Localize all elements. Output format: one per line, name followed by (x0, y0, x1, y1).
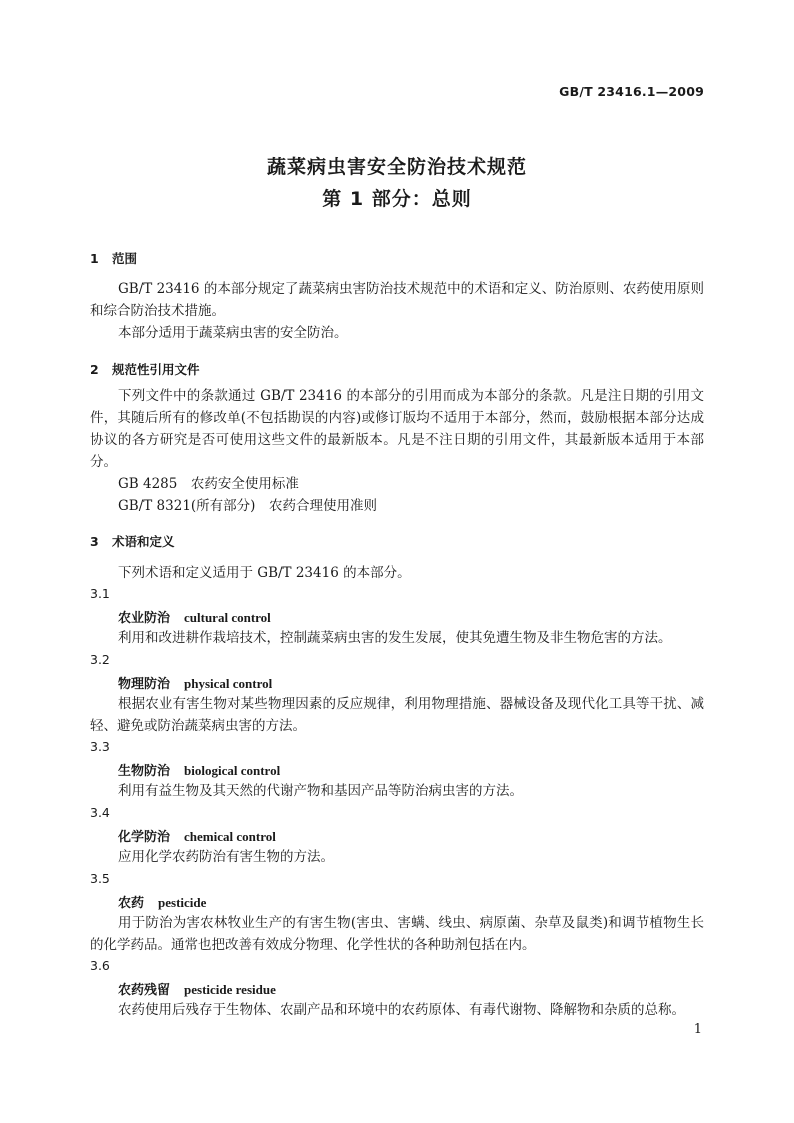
paragraph: 本部分适用于蔬菜病虫害的安全防治。 (118, 325, 348, 341)
paragraph: 利用有益生物及其天然的代谢产物和基因产品等防治病虫害的方法。 (118, 783, 523, 799)
section-heading-normative-references (90, 360, 200, 378)
term-chinese: 物理防治 (118, 677, 171, 692)
scope-body (90, 278, 704, 344)
term-english: pesticide (158, 895, 207, 910)
term-chinese: 生物防治 (118, 764, 171, 779)
term-english: chemical control (184, 829, 276, 844)
term-number: 3.3 (90, 739, 110, 754)
paragraph: 应用化学农药防治有害生物的方法。 (118, 849, 334, 865)
term-heading (118, 826, 276, 845)
references-body (90, 385, 704, 517)
term-chinese: 农业防治 (118, 611, 171, 626)
section-number: 2 (90, 362, 99, 377)
term-number: 3.2 (90, 652, 110, 667)
reference-item: GB/T 8321(所有部分) 农药合理使用准则 (118, 498, 377, 514)
section-title: 规范性引用文件 (112, 362, 200, 377)
term-definition (90, 780, 704, 802)
term-number: 3.6 (90, 958, 110, 973)
term-chinese: 农药 (118, 896, 145, 911)
document-subtitle: 第 1 部分：总则 (322, 188, 472, 210)
term-chinese: 化学防治 (118, 830, 171, 845)
paragraph: GB/T 23416 的本部分规定了蔬菜病虫害防治技术规范中的术语和定义、防治原则、农药使用原则和综合防治技术措施。 (90, 281, 704, 319)
term-definition (90, 846, 704, 868)
document-title: 蔬菜病虫害安全防治技术规范 (266, 156, 527, 178)
section-title: 范围 (112, 251, 138, 266)
term-definition (90, 627, 704, 649)
term-heading (118, 979, 276, 998)
paragraph: 根据农业有害生物对某些物理因素的反应规律，利用物理措施、器械设备及现代化工具等干扰、减轻、避免或防治蔬菜病虫害的方法。 (90, 696, 704, 734)
term-number: 3.4 (90, 805, 110, 820)
term-english: cultural control (184, 610, 271, 625)
term-heading (118, 760, 280, 779)
paragraph: 下列文件中的条款通过 GB/T 23416 的本部分的引用而成为本部分的条款。凡是注日期的引用文件，其随后所有的修改单(不包括勘误的内容)或修订版均不适用于本部分，然而，鼓励根据本部分达成协议的各方研究是否可使用这些文件的最新版本。凡是不注日期的引用文件，其最新版本适用于本部分。 (90, 388, 704, 470)
page-number: 1 (693, 1022, 702, 1037)
term-number: 3.1 (90, 586, 110, 601)
reference-item: GB 4285 农药安全使用标准 (118, 476, 299, 492)
paragraph: 用于防治为害农林牧业生产的有害生物(害虫、害螨、线虫、病原菌、杂草及鼠类)和调节植物生长的化学药品。通常也把改善有效成分物理、化学性状的各种助剂包括在内。 (90, 915, 704, 953)
section-heading-terms (90, 532, 175, 550)
term-heading (118, 892, 206, 911)
term-english: physical control (184, 676, 273, 691)
term-definition (90, 693, 704, 737)
terms-intro: 下列术语和定义适用于 GB/T 23416 的本部分。 (118, 565, 411, 581)
paragraph: 农药使用后残存于生物体、农副产品和环境中的农药原体、有毒代谢物、降解物和杂质的总称。 (118, 1002, 685, 1018)
term-heading (118, 607, 271, 626)
section-heading-scope (90, 249, 137, 267)
term-definition (90, 999, 704, 1021)
section-number: 3 (90, 534, 99, 549)
term-definition (90, 912, 704, 956)
term-chinese: 农药残留 (118, 983, 171, 998)
term-english: biological control (184, 763, 281, 778)
term-number: 3.5 (90, 871, 110, 886)
section-number: 1 (90, 251, 99, 266)
term-heading (118, 673, 272, 692)
term-english: pesticide residue (184, 982, 276, 997)
paragraph: 利用和改进耕作栽培技术，控制蔬菜病虫害的发生发展，使其免遭生物及非生物危害的方法。 (118, 630, 672, 646)
standard-number: GB/T 23416.1—2009 (559, 84, 704, 99)
section-title: 术语和定义 (112, 534, 175, 549)
